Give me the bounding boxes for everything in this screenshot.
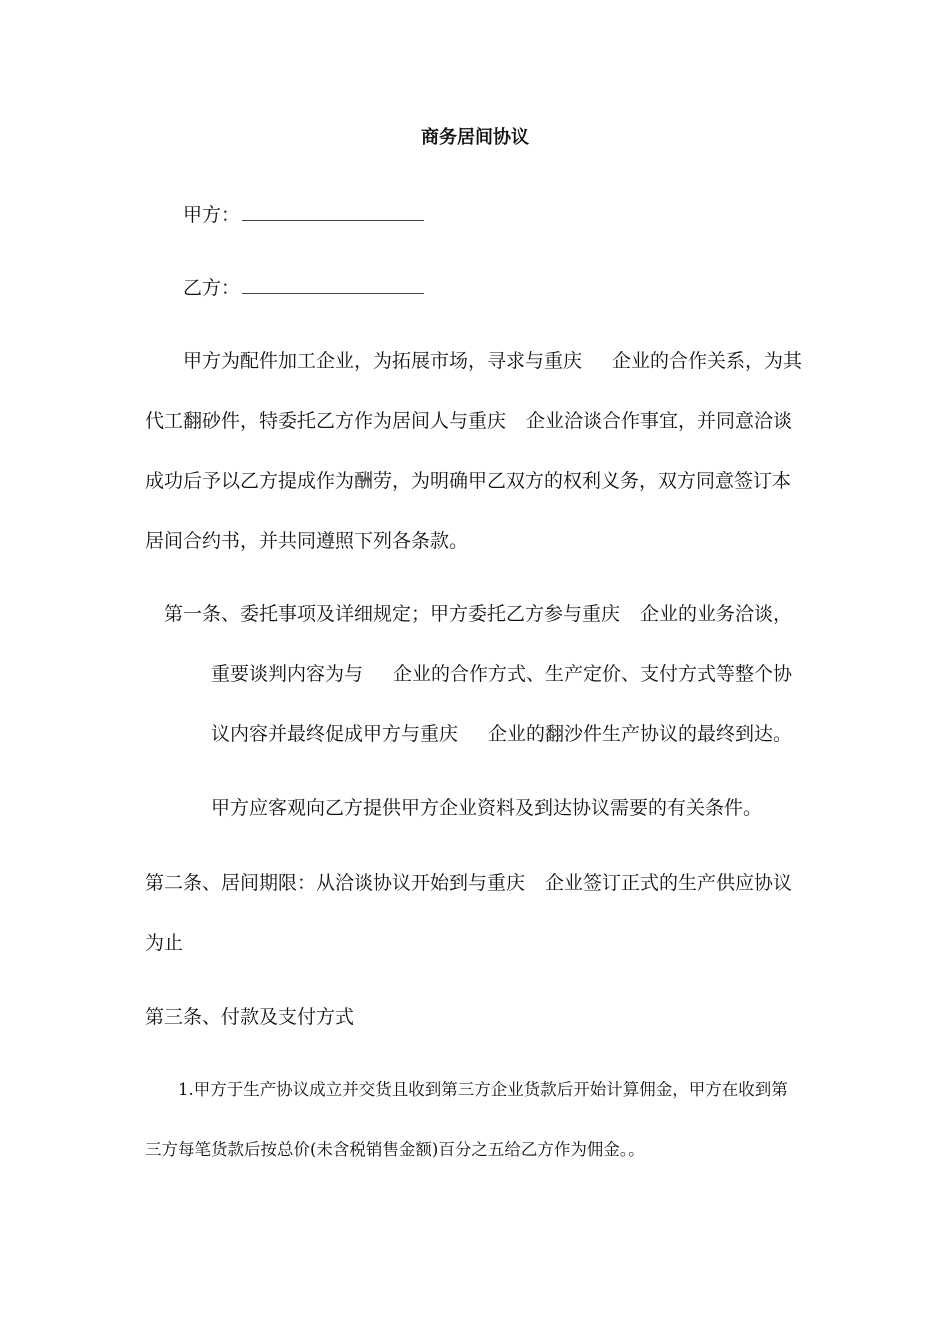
party-b-line bbox=[183, 275, 424, 300]
party-b-blank bbox=[242, 275, 424, 294]
article2-line-1 bbox=[145, 871, 792, 895]
article1-line-1 bbox=[164, 602, 792, 626]
article1-line-2 bbox=[211, 662, 792, 686]
intro-line-1 bbox=[183, 349, 802, 373]
party-a-label: 甲方： bbox=[183, 204, 241, 226]
article2-text-1a: 第二条、居间期限：从洽谈协议开始到与重庆 bbox=[145, 872, 526, 894]
article1-text-3a: 议内容并最终促成甲方与重庆 bbox=[211, 723, 459, 745]
article2-text-1b: 企业签订正式的生产供应协议 bbox=[545, 872, 793, 894]
intro-line-4: 居间合约书，并共同遵照下列各条款。 bbox=[145, 530, 469, 552]
article3-heading: 第三条、付款及支付方式 bbox=[145, 1006, 355, 1028]
intro-line-3: 成功后予以乙方提成作为酬劳，为明确甲乙双方的权利义务，双方同意签订本 bbox=[145, 470, 792, 492]
article2-line-2: 为止 bbox=[145, 932, 184, 954]
document-title: 商务居间协议 bbox=[421, 127, 529, 148]
intro-text-1b: 企业的合作关系，为其 bbox=[612, 350, 803, 372]
article1-text-1b: 企业的业务洽谈， bbox=[640, 603, 793, 625]
article3-clause1-line-2: 三方每笔货款后按总价(未含税销售金额)百分之五给乙方作为佣金。。 bbox=[145, 1140, 645, 1159]
party-b-label: 乙方： bbox=[183, 277, 241, 299]
article1-text-2b: 企业的合作方式、生产定价、支付方式等整个协 bbox=[393, 663, 793, 685]
intro-line-2 bbox=[145, 409, 792, 433]
article1-text-2a: 重要谈判内容为与 bbox=[211, 663, 364, 685]
intro-text-2a: 代工翻砂件，特委托乙方作为居间人与重庆 bbox=[145, 410, 507, 432]
article3-clause1-line-1: 1.甲方于生产协议成立并交货且收到第三方企业货款后开始计算佣金，甲方在收到第 bbox=[178, 1080, 788, 1099]
party-a-blank bbox=[242, 202, 424, 221]
article1-text-3b: 企业的翻沙件生产协议的最终到达。 bbox=[488, 723, 793, 745]
intro-text-1a: 甲方为配件加工企业，为拓展市场，寻求与重庆 bbox=[183, 350, 583, 372]
article1-line-3 bbox=[211, 722, 792, 746]
intro-text-2b: 企业洽谈合作事宜，并同意洽谈 bbox=[526, 410, 793, 432]
party-a-line bbox=[183, 202, 424, 227]
article1-line-4: 甲方应客观向乙方提供甲方企业资料及到达协议需要的有关条件。 bbox=[211, 797, 763, 819]
article1-text-1a: 第一条、委托事项及详细规定；甲方委托乙方参与重庆 bbox=[164, 603, 621, 625]
